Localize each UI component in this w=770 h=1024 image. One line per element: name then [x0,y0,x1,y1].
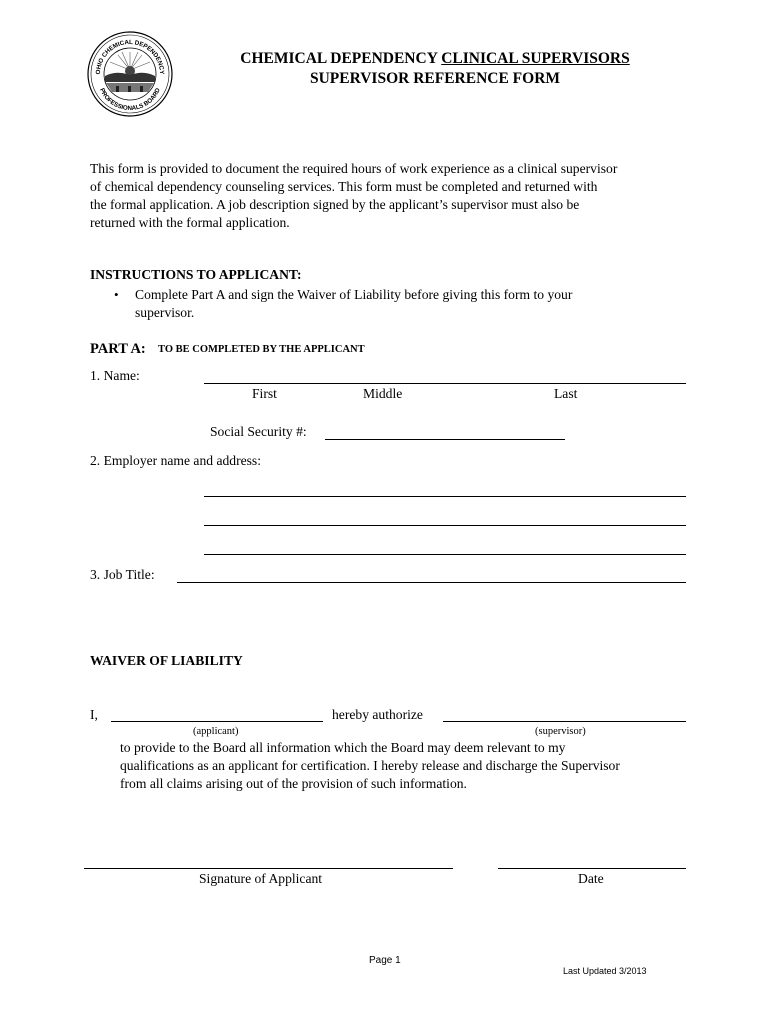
signature-input-line[interactable] [84,868,453,869]
page-number: Page 1 [369,955,401,966]
date-input-line[interactable] [498,868,686,869]
intro-line-1: This form is provided to document the required hours of work experience as a clinical supervisor [90,161,618,176]
title-part-1: CHEMICAL DEPENDENCY [240,50,438,67]
date-caption: Date [578,871,604,886]
waiver-heading: WAIVER OF LIABILITY [90,653,243,668]
waiver-authorize-text: hereby authorize [332,707,423,722]
form-subtitle: SUPERVISOR REFERENCE FORM [309,70,561,87]
name-label: 1. Name: [90,368,140,383]
intro-line-2: of chemical dependency counseling services. This form must be completed and returned with [90,179,598,194]
svg-text:PROFESSIONALS BOARD: PROFESSIONALS BOARD [98,87,162,113]
waiver-text [120,739,700,793]
supervisor-caption: (supervisor) [535,726,586,737]
instructions-heading: INSTRUCTIONS TO APPLICANT: [90,267,302,282]
instruction-item [135,286,675,322]
bullet-icon: • [114,287,119,302]
form-title [150,50,720,68]
waiver-i-label: I, [90,707,98,722]
part-a-label: PART A: [90,341,146,357]
instruction-line-1: Complete Part A and sign the Waiver of Liability before giving this form to your [135,287,573,302]
last-updated: Last Updated 3/2013 [563,966,647,976]
waiver-line-2: qualifications as an applicant for certification. I hereby release and discharge the Supervisor [120,758,620,773]
intro-paragraph [90,160,690,232]
supervisor-input-line[interactable] [443,721,686,722]
name-first-caption: First [252,386,277,401]
signature-caption: Signature of Applicant [199,871,323,886]
intro-line-3: the formal application. A job description signed by the applicant’s supervisor must also be [90,197,580,212]
employer-input-line-2[interactable] [204,525,686,526]
ssn-input-line[interactable] [325,439,565,440]
waiver-line-1: to provide to the Board all information which the Board may deem relevant to my [120,740,566,755]
employer-input-line-1[interactable] [204,496,686,497]
employer-input-line-3[interactable] [204,554,686,555]
waiver-line-3: from all claims arising out of the provision of such information. [120,776,467,791]
applicant-input-line[interactable] [111,721,323,722]
job-title-label: 3. Job Title: [90,567,155,582]
svg-text:OHIO CHEMICAL DEPENDENCY: OHIO CHEMICAL DEPENDENCY [94,38,166,75]
ssn-label: Social Security #: [210,424,307,439]
name-input-line[interactable] [204,383,686,384]
job-title-input-line[interactable] [177,582,686,583]
employer-label: 2. Employer name and address: [90,453,262,468]
instruction-line-2: supervisor. [135,305,195,320]
name-last-caption: Last [554,386,578,401]
applicant-caption: (applicant) [193,726,239,737]
title-part-2: CLINICAL SUPERVISORS [441,50,630,67]
name-middle-caption: Middle [363,386,403,401]
intro-line-4: returned with the formal application. [90,215,290,230]
part-a-sublabel: TO BE COMPLETED BY THE APPLICANT [158,344,365,355]
